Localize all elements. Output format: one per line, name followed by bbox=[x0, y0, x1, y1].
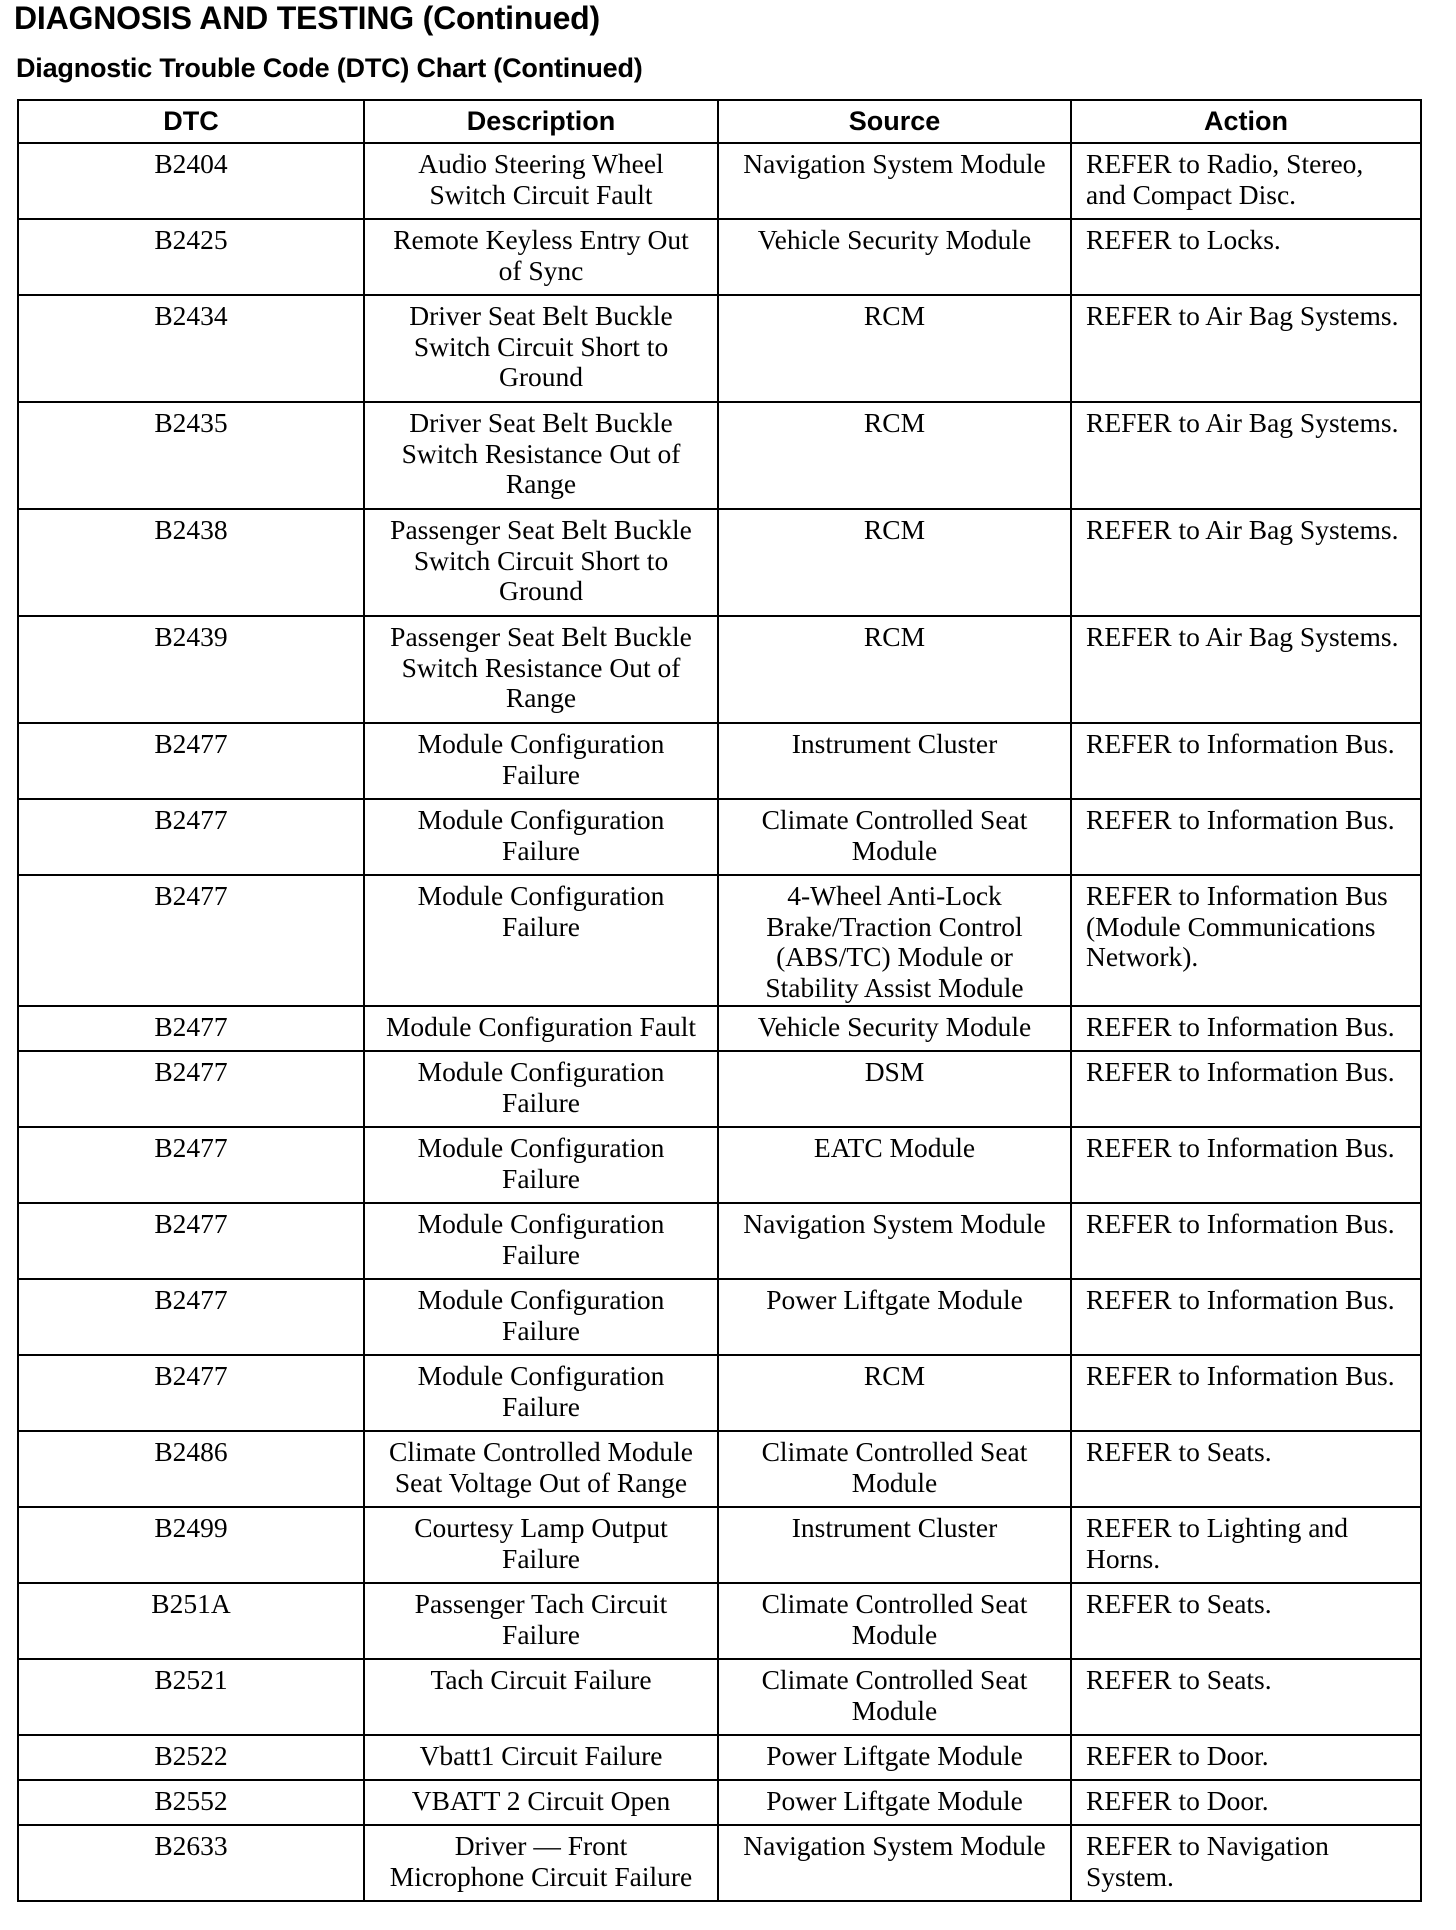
dtc-action: REFER to Air Bag Systems. bbox=[1071, 402, 1421, 509]
dtc-description: Driver Seat Belt Buckle Switch Resistance Out of Range bbox=[364, 402, 718, 509]
dtc-source: Power Liftgate Module bbox=[718, 1780, 1071, 1825]
dtc-code: B2552 bbox=[18, 1780, 364, 1825]
table-row bbox=[18, 1780, 1421, 1825]
dtc-description: Module Configuration Failure bbox=[364, 1051, 718, 1127]
dtc-action: REFER to Seats. bbox=[1071, 1431, 1421, 1507]
column-header-dtc: DTC bbox=[18, 100, 364, 143]
dtc-description: Climate Controlled Module Seat Voltage Out of Range bbox=[364, 1431, 718, 1507]
dtc-source: Vehicle Security Module bbox=[718, 1006, 1071, 1051]
chart-subtitle: Diagnostic Trouble Code (DTC) Chart (Continued) bbox=[16, 53, 643, 83]
dtc-code: B2477 bbox=[18, 1127, 364, 1203]
dtc-source: Power Liftgate Module bbox=[718, 1279, 1071, 1355]
dtc-action: REFER to Seats. bbox=[1071, 1659, 1421, 1735]
table-row bbox=[18, 1203, 1421, 1279]
dtc-action: REFER to Information Bus. bbox=[1071, 799, 1421, 875]
dtc-source: Navigation System Module bbox=[718, 1203, 1071, 1279]
dtc-action: REFER to Information Bus. bbox=[1071, 1006, 1421, 1051]
dtc-source: Climate Controlled Seat Module bbox=[718, 1583, 1071, 1659]
table-row bbox=[18, 1659, 1421, 1735]
dtc-description: Module Configuration Failure bbox=[364, 1279, 718, 1355]
dtc-source: Vehicle Security Module bbox=[718, 219, 1071, 295]
table-row bbox=[18, 295, 1421, 402]
table-row bbox=[18, 219, 1421, 295]
dtc-action: REFER to Information Bus. bbox=[1071, 1203, 1421, 1279]
dtc-description: Passenger Seat Belt Buckle Switch Circuit Short to Ground bbox=[364, 509, 718, 616]
dtc-description: Driver Seat Belt Buckle Switch Circuit Short to Ground bbox=[364, 295, 718, 402]
table-row bbox=[18, 509, 1421, 616]
dtc-code: B2435 bbox=[18, 402, 364, 509]
dtc-source: RCM bbox=[718, 295, 1071, 402]
dtc-action: REFER to Radio, Stereo, and Compact Disc. bbox=[1071, 143, 1421, 219]
dtc-action: REFER to Locks. bbox=[1071, 219, 1421, 295]
dtc-action: REFER to Seats. bbox=[1071, 1583, 1421, 1659]
dtc-code: B251A bbox=[18, 1583, 364, 1659]
dtc-source: Instrument Cluster bbox=[718, 1507, 1071, 1583]
dtc-source: RCM bbox=[718, 402, 1071, 509]
table-row bbox=[18, 1431, 1421, 1507]
dtc-code: B2477 bbox=[18, 723, 364, 799]
dtc-code: B2477 bbox=[18, 1355, 364, 1431]
section-title: DIAGNOSIS AND TESTING (Continued) bbox=[14, 0, 600, 36]
dtc-description: VBATT 2 Circuit Open bbox=[364, 1780, 718, 1825]
dtc-description: Module Configuration Failure bbox=[364, 723, 718, 799]
dtc-code: B2425 bbox=[18, 219, 364, 295]
dtc-description: Courtesy Lamp Output Failure bbox=[364, 1507, 718, 1583]
table-header-row bbox=[18, 100, 1421, 143]
dtc-action: REFER to Air Bag Systems. bbox=[1071, 295, 1421, 402]
dtc-action: REFER to Information Bus. bbox=[1071, 1279, 1421, 1355]
table-row bbox=[18, 1735, 1421, 1780]
table-row bbox=[18, 1127, 1421, 1203]
dtc-action: REFER to Lighting and Horns. bbox=[1071, 1507, 1421, 1583]
dtc-description: Module Configuration Failure bbox=[364, 1355, 718, 1431]
table-row bbox=[18, 723, 1421, 799]
dtc-action: REFER to Information Bus. bbox=[1071, 723, 1421, 799]
dtc-description: Remote Keyless Entry Out of Sync bbox=[364, 219, 718, 295]
dtc-code: B2486 bbox=[18, 1431, 364, 1507]
dtc-action: REFER to Information Bus (Module Communications Network). bbox=[1071, 875, 1421, 1006]
dtc-code: B2477 bbox=[18, 875, 364, 1006]
dtc-description: Module Configuration Fault bbox=[364, 1006, 718, 1051]
table-row bbox=[18, 1051, 1421, 1127]
dtc-code: B2522 bbox=[18, 1735, 364, 1780]
dtc-action: REFER to Information Bus. bbox=[1071, 1051, 1421, 1127]
table-row bbox=[18, 875, 1421, 1006]
dtc-code: B2477 bbox=[18, 1006, 364, 1051]
dtc-code: B2477 bbox=[18, 1203, 364, 1279]
dtc-source: Navigation System Module bbox=[718, 143, 1071, 219]
dtc-action: REFER to Navigation System. bbox=[1071, 1825, 1421, 1901]
dtc-code: B2434 bbox=[18, 295, 364, 402]
dtc-source: Climate Controlled Seat Module bbox=[718, 1431, 1071, 1507]
dtc-description: Driver — Front Microphone Circuit Failure bbox=[364, 1825, 718, 1901]
dtc-description: Module Configuration Failure bbox=[364, 1127, 718, 1203]
dtc-description: Passenger Tach Circuit Failure bbox=[364, 1583, 718, 1659]
column-header-description: Description bbox=[364, 100, 718, 143]
dtc-description: Passenger Seat Belt Buckle Switch Resistance Out of Range bbox=[364, 616, 718, 723]
table-row bbox=[18, 1355, 1421, 1431]
table-row bbox=[18, 1507, 1421, 1583]
dtc-source: DSM bbox=[718, 1051, 1071, 1127]
dtc-code: B2438 bbox=[18, 509, 364, 616]
dtc-source: 4-Wheel Anti-Lock Brake/Traction Control (ABS/TC) Module or Stability Assist Module bbox=[718, 875, 1071, 1006]
dtc-description: Module Configuration Failure bbox=[364, 875, 718, 1006]
table-row bbox=[18, 1825, 1421, 1901]
dtc-code: B2477 bbox=[18, 1279, 364, 1355]
dtc-code: B2633 bbox=[18, 1825, 364, 1901]
column-header-source: Source bbox=[718, 100, 1071, 143]
dtc-action: REFER to Information Bus. bbox=[1071, 1355, 1421, 1431]
dtc-action: REFER to Door. bbox=[1071, 1780, 1421, 1825]
dtc-code: B2499 bbox=[18, 1507, 364, 1583]
table-row bbox=[18, 1583, 1421, 1659]
dtc-source: RCM bbox=[718, 1355, 1071, 1431]
dtc-description: Tach Circuit Failure bbox=[364, 1659, 718, 1735]
dtc-code: B2477 bbox=[18, 799, 364, 875]
table-row bbox=[18, 1006, 1421, 1051]
dtc-action: REFER to Air Bag Systems. bbox=[1071, 509, 1421, 616]
dtc-description: Vbatt1 Circuit Failure bbox=[364, 1735, 718, 1780]
column-header-action: Action bbox=[1071, 100, 1421, 143]
dtc-source: Power Liftgate Module bbox=[718, 1735, 1071, 1780]
dtc-source: RCM bbox=[718, 616, 1071, 723]
dtc-action: REFER to Information Bus. bbox=[1071, 1127, 1421, 1203]
dtc-code: B2477 bbox=[18, 1051, 364, 1127]
dtc-code: B2439 bbox=[18, 616, 364, 723]
dtc-source: EATC Module bbox=[718, 1127, 1071, 1203]
dtc-action: REFER to Door. bbox=[1071, 1735, 1421, 1780]
dtc-table bbox=[17, 99, 1422, 1902]
table-row bbox=[18, 1279, 1421, 1355]
dtc-source: Climate Controlled Seat Module bbox=[718, 799, 1071, 875]
table-row bbox=[18, 143, 1421, 219]
dtc-description: Module Configuration Failure bbox=[364, 799, 718, 875]
dtc-description: Audio Steering Wheel Switch Circuit Fault bbox=[364, 143, 718, 219]
dtc-source: Navigation System Module bbox=[718, 1825, 1071, 1901]
dtc-source: RCM bbox=[718, 509, 1071, 616]
dtc-description: Module Configuration Failure bbox=[364, 1203, 718, 1279]
dtc-code: B2404 bbox=[18, 143, 364, 219]
table-row bbox=[18, 402, 1421, 509]
dtc-action: REFER to Air Bag Systems. bbox=[1071, 616, 1421, 723]
table-row bbox=[18, 799, 1421, 875]
dtc-source: Instrument Cluster bbox=[718, 723, 1071, 799]
dtc-source: Climate Controlled Seat Module bbox=[718, 1659, 1071, 1735]
table-row bbox=[18, 616, 1421, 723]
dtc-code: B2521 bbox=[18, 1659, 364, 1735]
